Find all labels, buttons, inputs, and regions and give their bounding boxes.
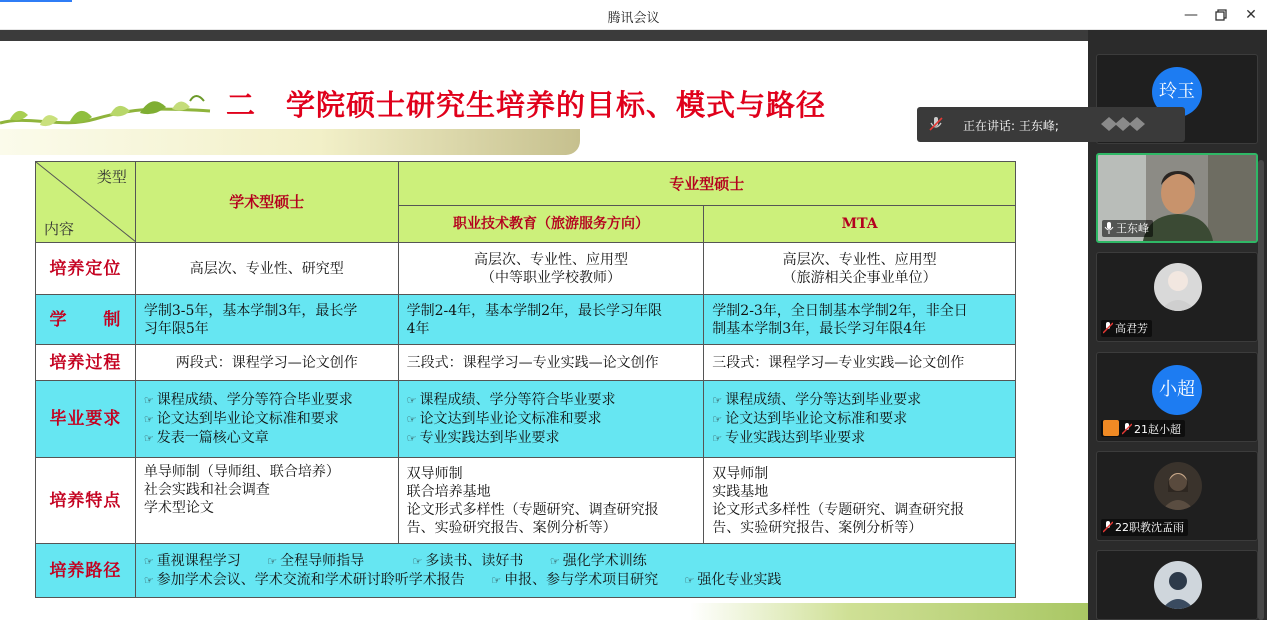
cell-line: 双导师制 [406, 465, 463, 482]
bullet-item: ☞ 强化学术训练 [550, 553, 647, 569]
vocational-cell [398, 458, 704, 544]
slide-title: 二 学院硕士研究生培养的目标、模式与路径 [226, 88, 827, 122]
bullet-item: ☞ 论文达到毕业论文标准和要求 [407, 410, 696, 429]
participant-scrollbar[interactable] [1258, 160, 1264, 620]
participant-name-text: 22职教沈孟雨 [1115, 521, 1184, 534]
cell-line: 告、实验研究报告、案例分析等） [712, 519, 923, 536]
participant-tile[interactable] [1096, 550, 1258, 620]
bullet-item: ☞ 专业实践达到毕业要求 [407, 429, 696, 448]
participant-tile[interactable] [1096, 451, 1258, 541]
row-label: 培养特点 [36, 458, 136, 544]
microphone-muted-icon [1103, 322, 1113, 334]
vine-decoration-icon [0, 89, 215, 139]
corner-type-label: 类型 [96, 168, 127, 186]
participant-tile[interactable] [1096, 252, 1258, 342]
mta-cell [704, 345, 1016, 381]
academic-cell [135, 458, 398, 544]
bullet-item: ☞ 发表一篇核心文章 [144, 429, 390, 448]
cell-line: 两段式：课程学习—论文创作 [175, 354, 358, 371]
cell-line: 习年限5年 [143, 320, 209, 337]
bullet-item: ☞ 专业实践达到毕业要求 [712, 429, 1007, 448]
cell-line: 学制3-5年，基本学制3年，最长学 [143, 302, 358, 319]
bullet-item: ☞ 重视课程学习 [144, 553, 241, 569]
participant-name [1101, 420, 1185, 437]
path-line-1 [144, 552, 1007, 571]
table-corner-cell [36, 162, 136, 243]
bullet-item: ☞ 课程成绩、学分等符合毕业要求 [407, 391, 696, 410]
mta-subheader: MTA [704, 206, 1016, 243]
bullet-item: ☞ 课程成绩、学分等达到毕业要求 [712, 391, 1007, 410]
academic-cell [135, 243, 398, 295]
cell-line: 制基本学制3年，最长学习年限4年 [712, 320, 927, 337]
table-row [36, 544, 1016, 598]
cell-line: 4年 [406, 320, 430, 337]
cell-line: 高层次、专业性、应用型 [782, 251, 937, 268]
row-label: 培养定位 [36, 243, 136, 295]
table-row [36, 243, 1016, 295]
window-title: 腾讯会议 [607, 11, 660, 26]
table-row [36, 381, 1016, 458]
bullet-item: ☞ 强化专业实践 [685, 572, 782, 588]
titlebar-accent [0, 0, 72, 2]
table-row [36, 345, 1016, 381]
restore-icon[interactable] [1210, 4, 1232, 26]
cell-line: 双导师制 [712, 465, 769, 482]
microphone-muted-icon [928, 116, 944, 132]
bullet-item: ☞ 论文达到毕业论文标准和要求 [144, 410, 390, 429]
participant-tile[interactable] [1096, 352, 1258, 442]
footer-vine-decoration [690, 603, 1088, 620]
user-badge-icon [1103, 420, 1119, 436]
comparison-table [35, 161, 1016, 598]
table-row [36, 458, 1016, 544]
mta-cell [704, 381, 1016, 458]
participant-name [1101, 320, 1152, 337]
microphone-icon [1104, 222, 1114, 234]
academic-cell [135, 295, 398, 345]
cell-line: （旅游相关企事业单位） [782, 269, 937, 286]
minimize-icon[interactable]: — [1184, 7, 1198, 23]
avatar: 小超 [1152, 365, 1202, 415]
close-icon[interactable]: ✕ [1245, 7, 1257, 23]
row-label: 培养过程 [36, 345, 136, 381]
window-titlebar [0, 0, 1267, 30]
bullet-item: ☞ 多读书、读好书 [413, 553, 524, 569]
participant-name-text: 高君芳 [1115, 322, 1148, 335]
participant-name-text: 王东峰 [1116, 222, 1149, 235]
speaking-indicator [917, 107, 1185, 142]
avatar [1154, 561, 1202, 609]
mta-cell [704, 243, 1016, 295]
academic-cell [135, 381, 398, 458]
cell-line: 联合培养基地 [406, 483, 491, 500]
participant-name [1102, 220, 1153, 237]
microphone-muted-icon [1122, 423, 1132, 435]
microphone-muted-icon [1103, 521, 1113, 533]
cell-line: （中等职业学校教师） [480, 269, 621, 286]
cell-line: 学术型论文 [143, 500, 214, 516]
vocational-cell [398, 345, 704, 381]
cell-line: 社会实践和社会调查 [143, 482, 270, 498]
bullet-item: ☞ 参加学术会议、学术交流和学术研讨聆听学术报告 [144, 572, 465, 588]
bullet-item: ☞ 申报、参与学术项目研究 [491, 572, 658, 588]
cell-line: 高层次、专业性、研究型 [189, 260, 344, 277]
row-label: 学 制 [36, 295, 136, 345]
cell-line: 告、实验研究报告、案例分析等） [406, 519, 617, 536]
corner-content-label: 内容 [44, 220, 75, 238]
mta-cell [704, 458, 1016, 544]
participant-tile-active-speaker[interactable] [1096, 153, 1258, 243]
audio-wave-icon [1099, 115, 1149, 133]
participant-name-text: 21赵小超 [1134, 423, 1181, 436]
avatar: 玲玉 [1152, 67, 1202, 117]
cell-line: 论文形式多样性（专题研究、调查研究报 [406, 501, 659, 518]
cell-line: 学制2-4年，基本学制2年，最长学习年限 [406, 302, 663, 319]
academic-header: 学术型硕士 [135, 162, 398, 243]
bullet-item: ☞ 课程成绩、学分等符合毕业要求 [144, 391, 390, 410]
cell-line: 实践基地 [712, 483, 769, 500]
bullet-item: ☞ 全程导师指导 [267, 553, 364, 569]
avatar [1154, 263, 1202, 311]
share-top-strip [0, 30, 1088, 41]
row-label: 培养路径 [36, 544, 136, 598]
cell-line: 三段式：课程学习—专业实践—论文创作 [406, 354, 659, 371]
path-line-2 [144, 571, 1007, 590]
path-cell [135, 544, 1015, 598]
cell-line: 三段式：课程学习—专业实践—论文创作 [712, 354, 965, 371]
table-row [36, 295, 1016, 345]
participant-name [1101, 519, 1188, 536]
cell-line: 学制2-3年，全日制基本学制2年，非全日 [712, 302, 968, 319]
professional-header: 专业型硕士 [398, 162, 1015, 206]
vocational-cell [398, 381, 704, 458]
mta-cell [704, 295, 1016, 345]
speaking-text: 正在讲话: 王东峰; [963, 119, 1059, 133]
vocational-subheader: 职业技术教育（旅游服务方向） [398, 206, 704, 243]
row-label: 毕业要求 [36, 381, 136, 458]
bullet-item: ☞ 论文达到毕业论文标准和要求 [712, 410, 1007, 429]
cell-line: 单导师制（导师组、联合培养） [143, 464, 340, 480]
cell-line: 论文形式多样性（专题研究、调查研究报 [712, 501, 965, 518]
academic-cell [135, 345, 398, 381]
vocational-cell [398, 295, 704, 345]
cell-line: 高层次、专业性、应用型 [473, 251, 628, 268]
vocational-cell [398, 243, 704, 295]
avatar [1154, 462, 1202, 510]
